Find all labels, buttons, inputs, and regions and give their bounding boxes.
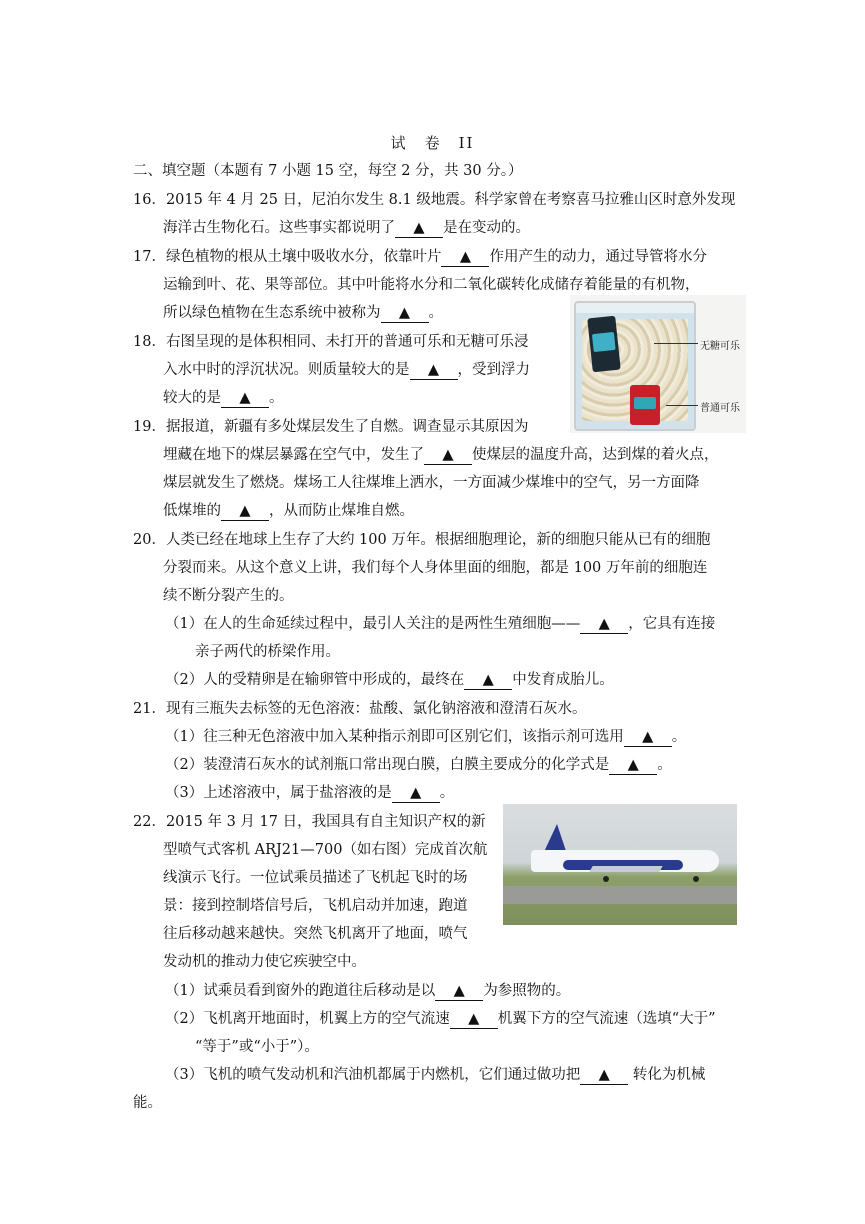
answer-blank: ▲ (435, 982, 483, 1001)
answer-blank: ▲ (450, 1010, 498, 1029)
q17-line1: 17．绿色植物的根从土壤中吸收水分，依靠叶片 ▲ 作用产生的动力，通过导管将水分 (133, 249, 707, 265)
answer-blank: ▲ (410, 361, 458, 380)
q19-line4: 低煤堆的 ▲ ，从而防止煤堆自燃。 (163, 503, 414, 519)
answer-blank: ▲ (424, 446, 472, 465)
q20-line3: 续不断分裂产生的。 (163, 588, 294, 604)
answer-blank: ▲ (221, 389, 269, 408)
plane-wing (589, 866, 662, 872)
q20-sub2: （2）人的受精卵是在输卵管中形成的，最终在 ▲ 中发育成胎儿。 (165, 672, 614, 688)
q22-sub3: （3）飞机的喷气发动机和汽油机都属于内燃机，它们通过做功把 ▲ 转化为机械 (165, 1067, 706, 1083)
answer-blank: ▲ (392, 784, 440, 803)
q16-line2: 海洋古生物化石。这些事实都说明了 ▲ 是在变动的。 (163, 220, 530, 236)
diet-cola-can (587, 316, 620, 373)
q17-line2: 运输到叶、花、果等部位。其中叶能将水分和二氧化碳转化成储存着能量的有机物， (163, 277, 700, 293)
q22-line6: 发动机的推动力使它疾驶空中。 (163, 954, 366, 970)
answer-blank: ▲ (464, 671, 512, 690)
q20-line1: 20．人类已经在地球上生存了大约 100 万年。根据细胞理论，新的细胞只能从已有的细胞 (133, 532, 711, 548)
q22-sub2-cont: “等于”或“小于”）。 (195, 1039, 319, 1055)
section-heading: 二、填空题（本题有 7 小题 15 空，每空 2 分，共 30 分。） (133, 163, 523, 179)
q22-line3: 线演示飞行。一位试乘员描述了飞机起飞时的场 (163, 870, 468, 886)
q20-line2: 分裂而来。从这个意义上讲，我们每个人身体里面的细胞，都是 100 万年前的细胞连 (163, 560, 708, 576)
q22-line4: 景：接到控制塔信号后，飞机启动并加速，跑道 (163, 898, 468, 914)
q21-sub1: （1）往三种无色溶液中加入某种指示剂即可区别它们，该指示剂可选用 ▲ 。 (165, 729, 687, 745)
q20-sub1: （1）在人的生命延续过程中，最引人关注的是两性生殖细胞—— ▲ ，它具有连接 (165, 616, 716, 632)
answer-blank: ▲ (580, 615, 628, 634)
q21-sub2: （2）装澄清石灰水的试剂瓶口常出现白膜，白膜主要成分的化学式是 ▲ 。 (165, 757, 672, 773)
answer-blank: ▲ (580, 1066, 628, 1085)
q21-sub3: （3）上述溶液中，属于盐溶液的是 ▲ 。 (165, 785, 455, 801)
q22-line2: 型喷气式客机 ARJ21—700（如右图）完成首次航 (163, 842, 488, 858)
q20-sub1-cont: 亲子两代的桥梁作用。 (195, 644, 340, 660)
q22-line1: 22．2015 年 3 月 17 日，我国具有自主知识产权的新 (133, 814, 486, 830)
paper-title: 试 卷 II (390, 134, 475, 152)
label-regular-cola: 普通可乐 (700, 403, 740, 414)
answer-blank: ▲ (441, 248, 489, 267)
q18-line2: 入水中时的浮沉状况。则质量较大的是 ▲ ，受到浮力 (163, 362, 530, 378)
q19-line2: 埋藏在地下的煤层暴露在空气中，发生了 ▲ 使煤层的温度升高，达到煤的着火点， (163, 447, 719, 463)
q22-sub3-cont: 能。 (133, 1095, 162, 1111)
q18-line3: 较大的是 ▲ 。 (163, 390, 284, 406)
answer-blank: ▲ (609, 756, 657, 775)
answer-blank: ▲ (624, 728, 672, 747)
water-tank (574, 301, 696, 431)
cola-tank-figure (570, 295, 746, 433)
q19-line1: 19．据报道，新疆有多处煤层发生了自燃。调查显示其原因为 (133, 419, 529, 435)
q22-line5: 往后移动越来越快。突然飞机离开了地面，喷气 (163, 926, 468, 942)
q16-line1: 16．2015 年 4 月 25 日，尼泊尔发生 8.1 级地震。科学家曾在考察喜马拉雅山区时意外发现 (133, 192, 736, 208)
q17-line3: 所以绿色植物在生态系统中被称为 ▲ 。 (163, 305, 443, 321)
answer-blank: ▲ (381, 304, 429, 323)
leader-line-top (654, 343, 698, 344)
runway (503, 886, 737, 904)
regular-cola-can (630, 385, 660, 425)
q22-sub2: （2）飞机离开地面时，机翼上方的空气流速 ▲ 机翼下方的空气流速（选填“大于” (165, 1011, 716, 1027)
q21-line1: 21．现有三瓶失去标签的无色溶液：盐酸、氯化钠溶液和澄清石灰水。 (133, 701, 587, 717)
q22-sub1: （1）试乘员看到窗外的跑道往后移动是以 ▲ 为参照物的。 (165, 983, 571, 999)
leader-line-bottom (666, 405, 698, 406)
answer-blank: ▲ (221, 502, 269, 521)
label-diet-cola: 无糖可乐 (700, 341, 740, 352)
q18-line1: 18．右图呈现的是体积相同、未打开的普通可乐和无糖可乐浸 (133, 334, 529, 350)
q19-line3: 煤层就发生了燃烧。煤场工人往煤堆上洒水，一方面减少煤堆中的空气，另一方面降 (163, 475, 700, 491)
answer-blank: ▲ (395, 219, 443, 238)
arj21-plane-photo (503, 804, 737, 925)
